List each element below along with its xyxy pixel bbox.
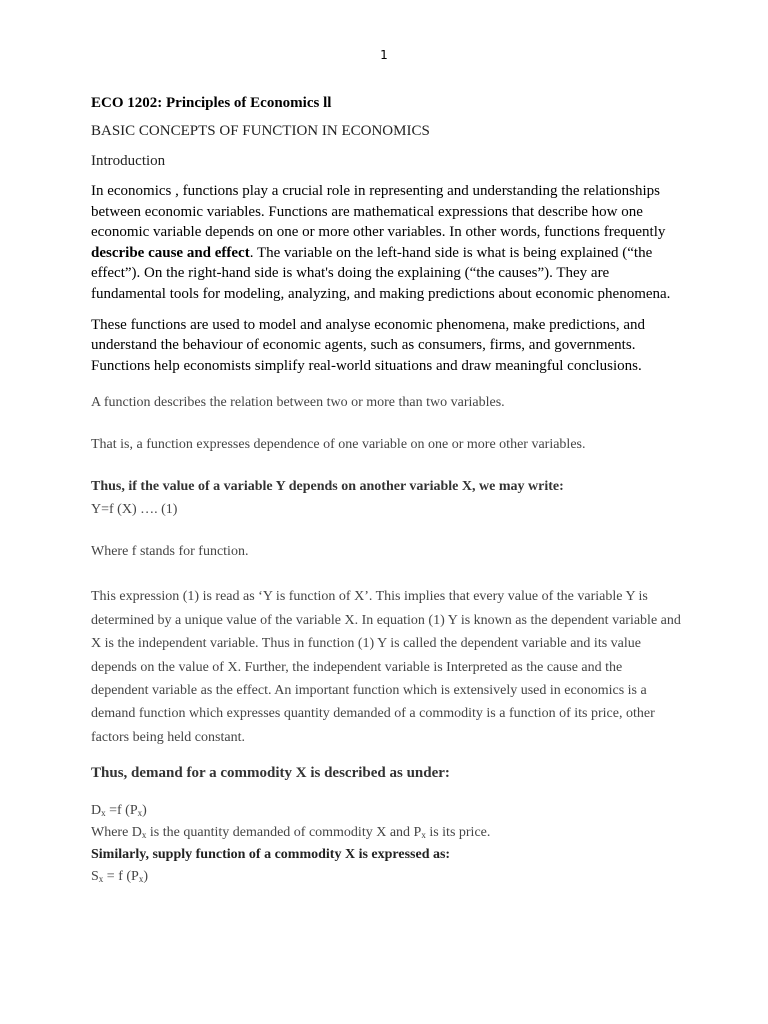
where-text: is the quantity demanded of commodity X and P: [146, 825, 422, 841]
intro-paragraph: [91, 181, 681, 305]
function-definition: A function describes the relation between two or more than two variables.: [91, 395, 505, 411]
equation-1: Y=f (X) …. (1): [91, 502, 178, 518]
dependence-statement: Thus, if the value of a variable Y depends on another variable X, we may write:: [91, 479, 564, 495]
subscript: x: [141, 830, 147, 841]
supply-symbol: S: [91, 869, 99, 885]
expression-explanation: This expression (1) is read as ‘Y is function of X’. This implies that every value of the variable Y is determined by a unique value of the variable X. In equation (1) Y is known as the dependent variable and X is the independent variable. Thus in function (1) Y is called the dependent variable and its value depends on the value of X. Further, the independent variable is Interpreted as the cause and the dependent variable as the effect. An important function which is extensively used in economics is a demand function which expresses quantity demanded of a commodity is a function of its price, other factors being held constant.: [91, 589, 681, 745]
supply-equation: [91, 867, 681, 887]
intro-heading: Introduction: [91, 153, 166, 169]
subscript: x: [138, 874, 144, 885]
equation-text: ): [142, 803, 147, 819]
intro-paragraph-text-b: . The variable on the left-hand side is what is being explained (“the effect”). On the right-hand side is what's doing the explaining (“the causes”). They are fundamental tools for modeling, analyzing, and making predictions about economic phenomena.: [91, 244, 671, 302]
function-dependence: That is, a function expresses dependence of one variable on one or more other variables.: [91, 437, 586, 453]
subscript: x: [421, 830, 426, 841]
where-text: is its price.: [425, 825, 491, 841]
document-body: [91, 94, 681, 887]
equation-text: =f (P: [105, 803, 138, 819]
equation-text: = f (P: [103, 869, 139, 885]
subscript: x: [101, 808, 106, 819]
demand-equation: [91, 801, 681, 821]
functions-paragraph: These functions are used to model and analyse economic phenomena, make predictions, and understand the behaviour of economic agents, such as consumers, firms, and governments. Functions help economists simplify real-world situations and draw meaningful conclusions.: [91, 316, 645, 374]
intro-paragraph-bold: describe cause and effect: [91, 244, 250, 261]
demand-where: [91, 823, 681, 843]
subscript: x: [98, 874, 104, 885]
demand-heading: Thus, demand for a commodity X is described as under:: [91, 765, 450, 782]
course-title: ECO 1202: Principles of Economics ll: [91, 95, 332, 111]
equation-text: ): [143, 869, 148, 885]
subscript: x: [137, 808, 143, 819]
where-f-statement: Where f stands for function.: [91, 544, 249, 560]
supply-heading: Similarly, supply function of a commodity X is expressed as:: [91, 847, 451, 863]
section-title: BASIC CONCEPTS OF FUNCTION IN ECONOMICS: [91, 123, 430, 139]
where-text: Where D: [91, 825, 142, 841]
intro-paragraph-text-a: In economics , functions play a crucial role in representing and understanding the relationships between economic variables. Functions are mathematical expressions that describe how one economic variable depends on one or more other variables. In other words, functions frequently: [91, 183, 666, 241]
demand-symbol: D: [91, 803, 102, 819]
page-number: 1: [380, 48, 388, 62]
